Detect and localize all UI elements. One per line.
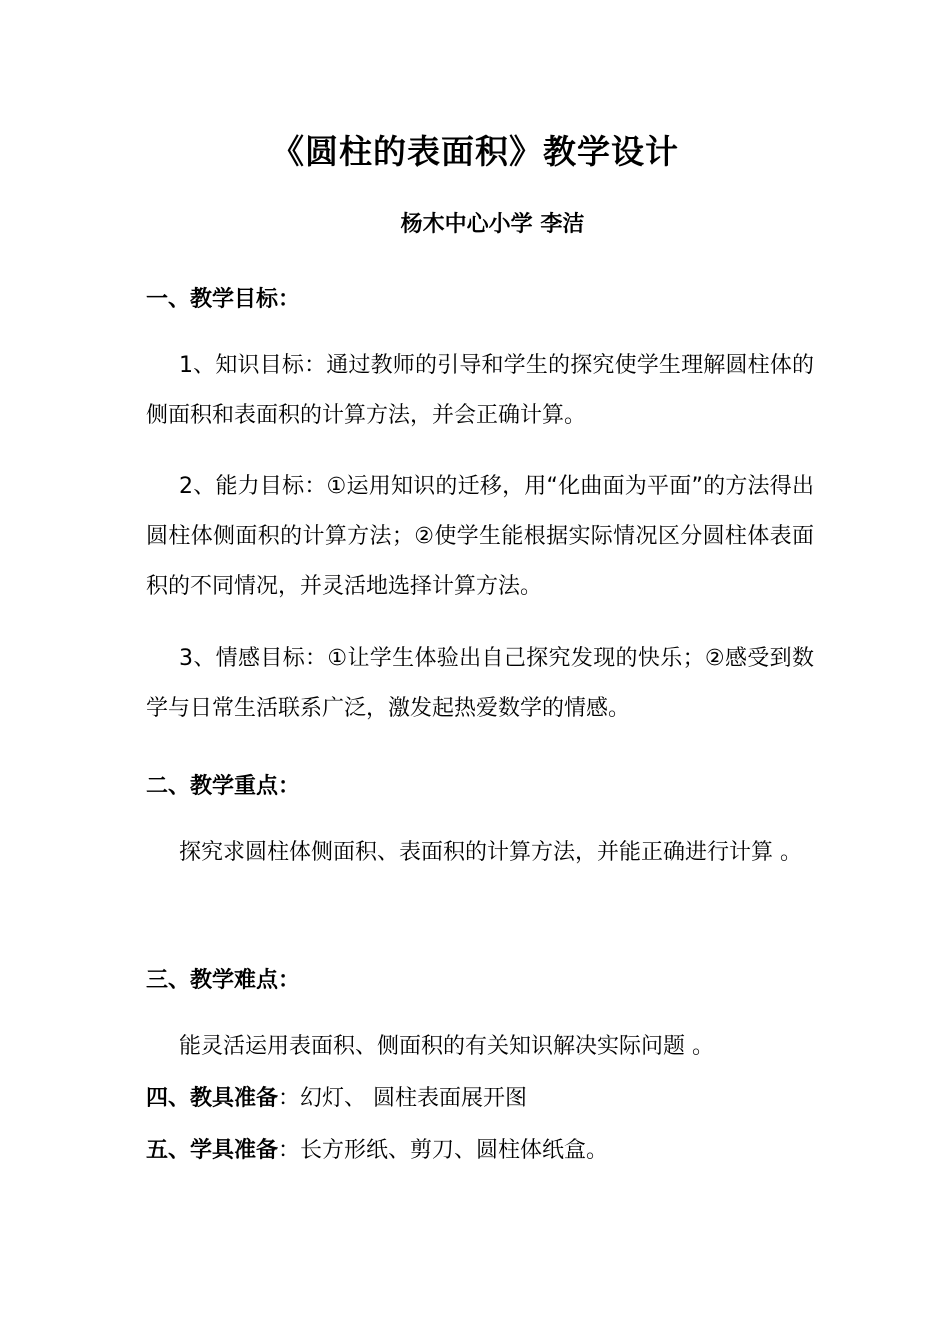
document-title: 《圆柱的表面积》教学设计	[271, 132, 679, 171]
goal-emotion: 3、情感目标：①让学生体验出自己探究发现的快乐；②感受到数学与日常生活联系广泛，激发起热爱数学的情感。	[146, 646, 814, 721]
teacher-tools-line	[146, 1081, 527, 1112]
difficulties-text: 能灵活运用表面积、侧面积的有关知识解决实际问题 。	[179, 1034, 714, 1059]
student-tools-label: 五、学具准备	[146, 1138, 279, 1163]
goal-knowledge: 1、知识目标：通过教师的引导和学生的探究使学生理解圆柱体的侧面积和表面积的计算方法，并会正确计算。	[146, 353, 814, 428]
teacher-tools-value: ：幻灯、 圆柱表面展开图	[278, 1086, 528, 1111]
student-tools-value: ：长方形纸、剪刀、圆柱体纸盒。	[278, 1138, 609, 1163]
goal-ability: 2、能力目标：①运用知识的迁移，用“化曲面为平面”的方法得出圆柱体侧面积的计算方法；②使学生能根据实际情况区分圆柱体表面积的不同情况，并灵活地选择计算方法。	[146, 474, 814, 599]
student-tools-line	[146, 1133, 608, 1164]
key-points-text: 探究求圆柱体侧面积、表面积的计算方法，并能正确进行计算 。	[179, 840, 802, 865]
teacher-tools-label: 四、教具准备	[146, 1086, 279, 1111]
document-author: 杨木中心小学 李洁	[400, 212, 585, 237]
section-heading-goals: 一、教学目标：	[146, 287, 301, 312]
section-heading-key-points: 二、教学重点：	[146, 774, 301, 799]
section-heading-difficulties: 三、教学难点：	[146, 968, 301, 993]
